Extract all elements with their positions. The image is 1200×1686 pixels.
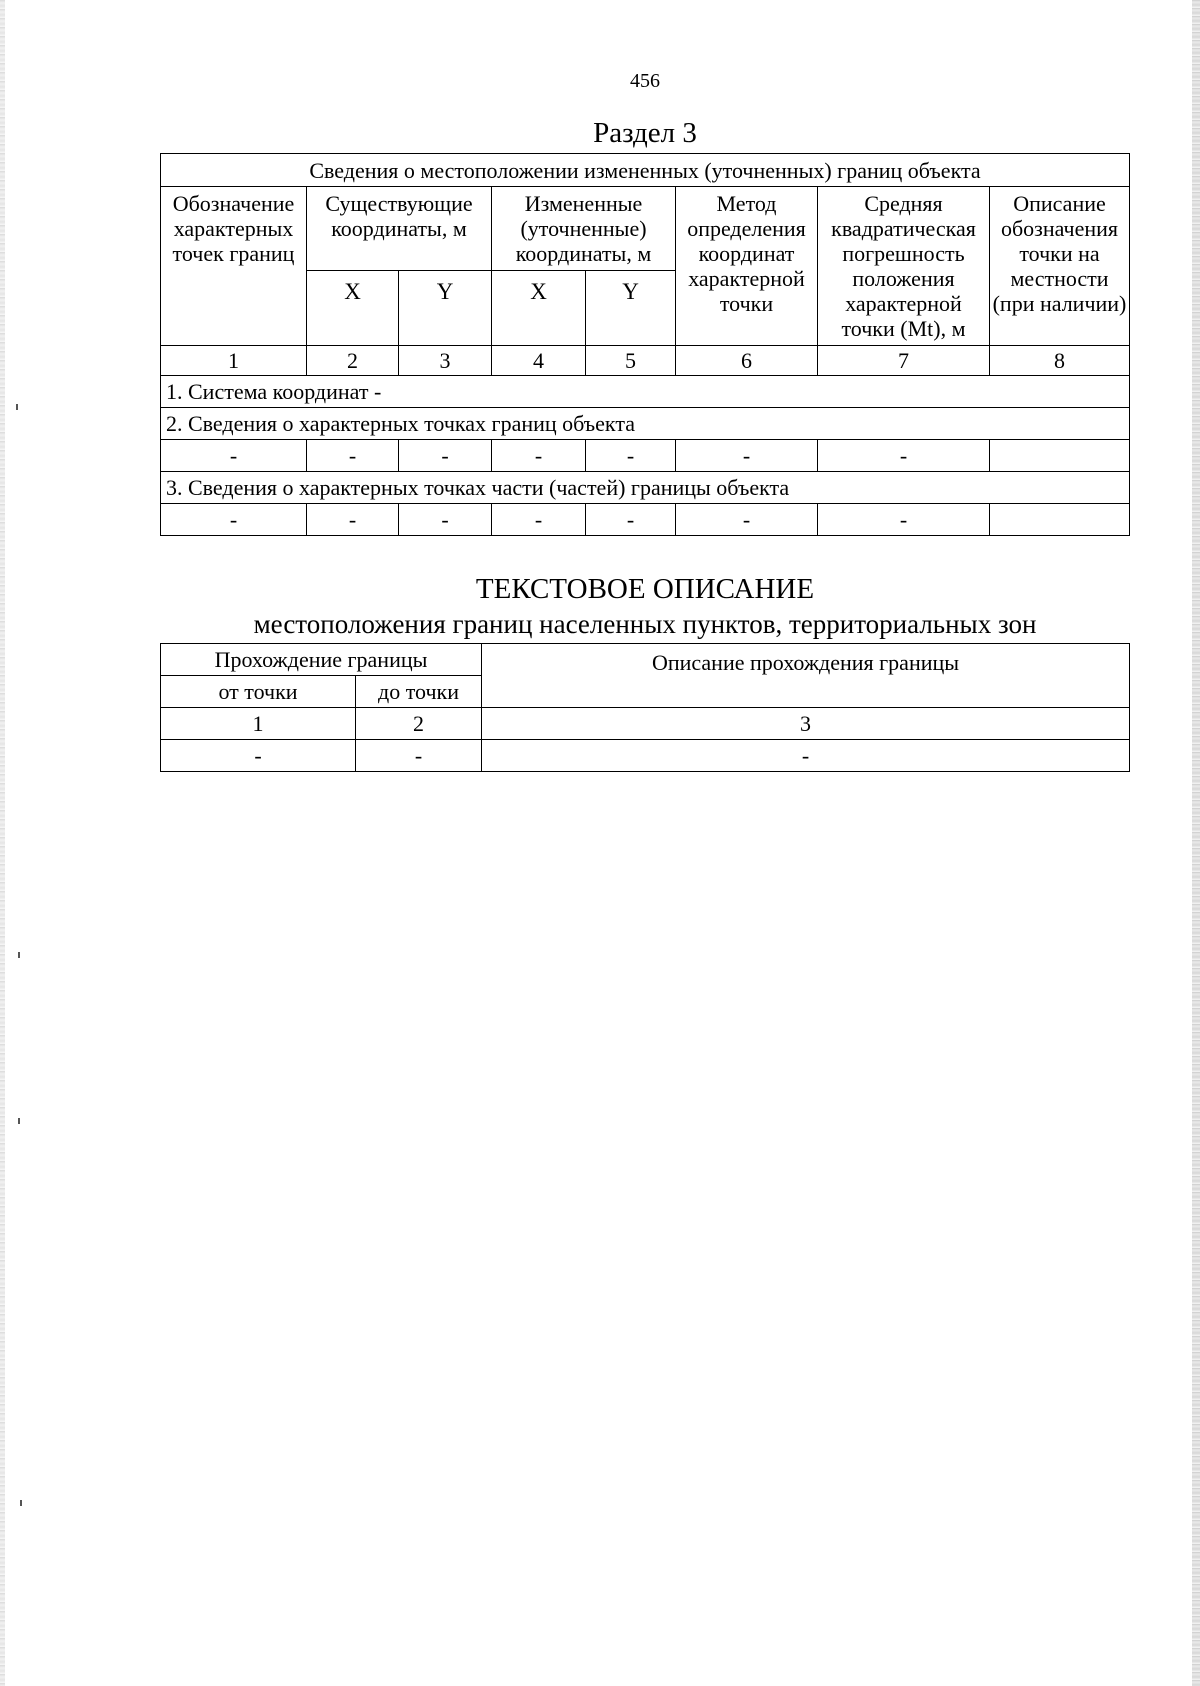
boundaries-table-title: Сведения о местоположении измененных (уточненных) границ объекта bbox=[161, 154, 1130, 187]
header-changed-y: Y bbox=[586, 271, 676, 346]
column-number: 6 bbox=[676, 346, 818, 376]
table-cell: - bbox=[676, 440, 818, 472]
text-description-subtitle: местоположения границ населенных пунктов, территориальных зон bbox=[253, 609, 1037, 639]
column-numbers-row bbox=[161, 346, 1130, 376]
header-from-point: от точки bbox=[161, 676, 356, 708]
column-number: 3 bbox=[399, 346, 492, 376]
column-number: 1 bbox=[161, 346, 307, 376]
table-cell: - bbox=[586, 504, 676, 536]
header-method: Метод определения координат характерной точки bbox=[676, 187, 818, 346]
table-cell: - bbox=[676, 504, 818, 536]
header-point-designation: Обозначение характерных точек границ bbox=[161, 187, 307, 346]
header-to-point: до точки bbox=[356, 676, 482, 708]
table-cell: - bbox=[399, 504, 492, 536]
table-cell: - bbox=[818, 504, 990, 536]
table-cell: - bbox=[818, 440, 990, 472]
header-existing-coords: Существующие координаты, м bbox=[307, 187, 492, 271]
description-table bbox=[160, 643, 1130, 772]
header-changed-x: X bbox=[492, 271, 586, 346]
header-existing-x: X bbox=[307, 271, 399, 346]
column-number: 4 bbox=[492, 346, 586, 376]
coordinate-system-row: 1. Система координат - bbox=[161, 376, 1130, 408]
scan-speck bbox=[18, 1118, 20, 1124]
parts-section-title: 3. Сведения о характерных точках части (частей) границы объекта bbox=[161, 472, 1130, 504]
header-passage: Прохождение границы bbox=[161, 644, 482, 676]
table-cell: - bbox=[356, 740, 482, 772]
column-number: 5 bbox=[586, 346, 676, 376]
header-existing-y: Y bbox=[399, 271, 492, 346]
table-cell: - bbox=[161, 440, 307, 472]
column-number: 3 bbox=[482, 708, 1130, 740]
column-number: 7 bbox=[818, 346, 990, 376]
table-cell: - bbox=[482, 740, 1130, 772]
header-changed-coords: Измененные (уточненные) координаты, м bbox=[492, 187, 676, 271]
text-description-title: ТЕКСТОВОЕ ОПИСАНИЕ bbox=[475, 573, 815, 605]
table-cell: - bbox=[161, 504, 307, 536]
page-number: 456 bbox=[630, 70, 660, 92]
header-description: Описание обозначения точки на местности (при наличии) bbox=[990, 187, 1130, 346]
table-cell: - bbox=[307, 440, 399, 472]
header-mean-error: Средняя квадратическая погрешность положения характерной точки (Mt), м bbox=[818, 187, 990, 346]
points-section-title: 2. Сведения о характерных точках границ объекта bbox=[161, 408, 1130, 440]
table-cell: - bbox=[307, 504, 399, 536]
column-number: 8 bbox=[990, 346, 1130, 376]
table-cell: - bbox=[492, 504, 586, 536]
column-number: 1 bbox=[161, 708, 356, 740]
table-cell: - bbox=[399, 440, 492, 472]
scan-speck bbox=[20, 1500, 22, 1506]
table-cell: - bbox=[492, 440, 586, 472]
section-title: Раздел 3 bbox=[593, 117, 697, 149]
scan-edge-left bbox=[0, 0, 5, 1686]
table-cell bbox=[990, 440, 1130, 472]
table-cell: - bbox=[161, 740, 356, 772]
header-passage-description: Описание прохождения границы bbox=[482, 644, 1130, 708]
scan-edge-right bbox=[1192, 0, 1200, 1686]
column-number: 2 bbox=[356, 708, 482, 740]
scan-speck bbox=[16, 404, 18, 410]
column-number: 2 bbox=[307, 346, 399, 376]
table-cell: - bbox=[586, 440, 676, 472]
table-row bbox=[161, 504, 1130, 536]
scan-speck bbox=[18, 952, 20, 958]
table-row bbox=[161, 440, 1130, 472]
boundaries-table bbox=[160, 153, 1130, 536]
column-numbers-row bbox=[161, 708, 1130, 740]
table-cell bbox=[990, 504, 1130, 536]
table-row bbox=[161, 740, 1130, 772]
